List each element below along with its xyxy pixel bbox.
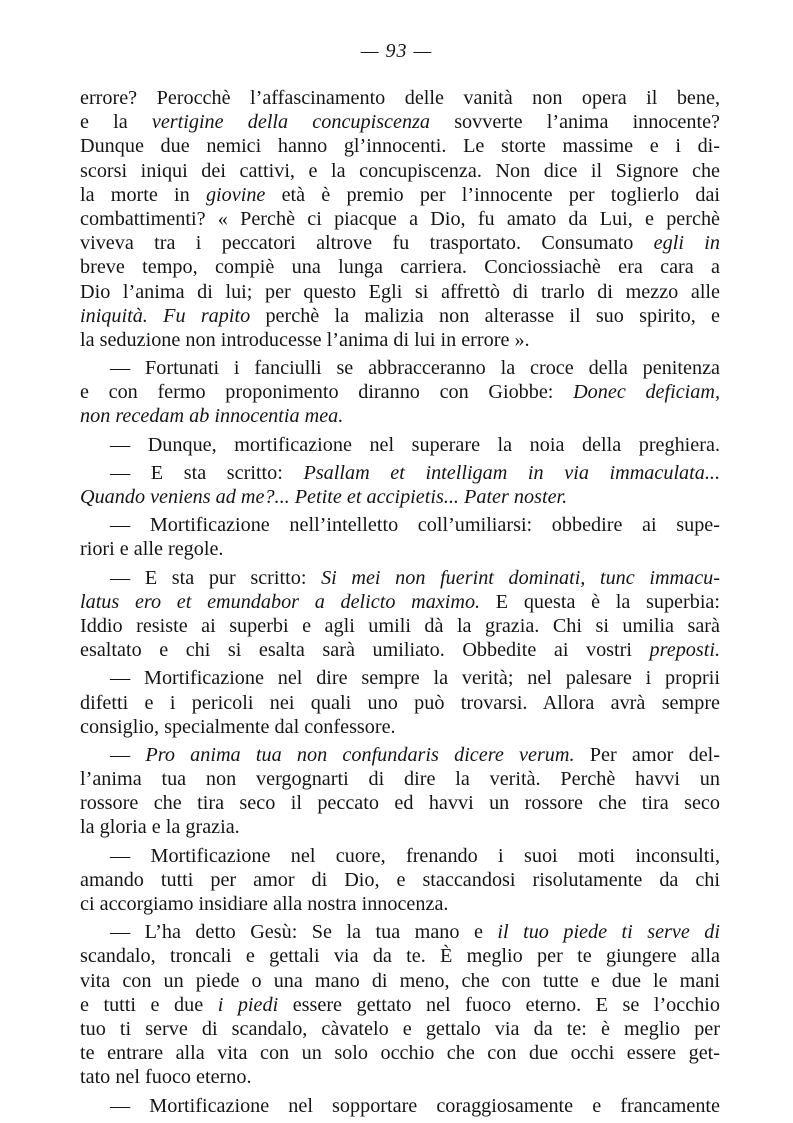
text-segment: — E sta pur scritto: <box>110 566 322 589</box>
text-segment: esaltato e chi si esalta sarà umiliato. Obbedite ai vostri <box>80 639 650 662</box>
italic-text: Donec deficiam, <box>573 381 721 404</box>
text-line <box>80 715 720 739</box>
text-line <box>80 666 720 690</box>
text-segment: la morte in <box>80 183 206 206</box>
italic-text: non recedam ab innocentia mea. <box>80 405 344 428</box>
text-segment: e tutti e due <box>80 993 218 1016</box>
text-line <box>80 304 720 328</box>
text-line <box>80 691 720 715</box>
text-line <box>80 944 720 968</box>
italic-text: Si mei non fuerint dominati, tunc immacu- <box>321 566 721 589</box>
text-line <box>80 485 720 509</box>
text-segment: tato nel fuoco eterno. <box>80 1066 252 1089</box>
text-segment: — L’ha detto Gesù: Se la tua mano e <box>110 921 498 944</box>
text-segment: — Mortificazione nel sopportare coraggiosamente e francamente <box>110 1094 720 1117</box>
text-line <box>80 110 720 134</box>
text-line <box>80 134 720 158</box>
text-segment: Iddio resiste ai superbi e agli umili dà la grazia. Chi si umilia sarà <box>80 614 720 637</box>
text-segment: te entrare alla vita con un solo occhio che con due occhi essere get- <box>80 1042 720 1065</box>
text-segment: età è premio per l’innocente per toglierlo dai <box>265 183 721 206</box>
text-segment: rossore che tira seco il peccato ed havvi un rossore che tira seco <box>80 792 720 815</box>
text-segment: essere gettato nel fuoco eterno. E se l’occhio <box>278 993 720 1016</box>
text-line <box>80 590 720 614</box>
text-segment: viveva tra i peccatori altrove fu trasportato. Consumato <box>80 232 654 255</box>
italic-text: iniquità. Fu rapito <box>80 304 251 327</box>
text-segment: — <box>110 743 146 766</box>
text-segment: amando tutti per amor di Dio, e staccandosi risolutamente da chi <box>80 868 720 891</box>
text-segment: tuo ti serve di scandalo, càvatelo e gettalo via da te: è meglio per <box>80 1017 720 1040</box>
text-line <box>80 231 720 255</box>
text-segment: — Mortificazione nel cuore, frenando i suoi moti inconsulti, <box>110 844 720 867</box>
text-segment: ci accorgiamo insidiare alla nostra innocenza. <box>80 893 449 915</box>
text-segment: — E sta scritto: <box>110 461 304 484</box>
text-segment: la gloria e la grazia. <box>80 816 240 839</box>
text-line <box>80 1017 720 1041</box>
text-segment: — Mortificazione nel dire sempre la verità; nel palesare i proprii <box>110 667 720 690</box>
text-line <box>80 255 720 279</box>
text-line <box>80 1041 720 1065</box>
text-line <box>80 920 720 944</box>
text-segment: Dunque due nemici hanno gl’innocenti. Le storte massime e i di- <box>80 135 720 158</box>
text-line <box>80 993 720 1017</box>
text-line <box>80 892 720 916</box>
text-segment: consiglio, specialmente dal confessore. <box>80 715 396 738</box>
text-segment: scandalo, troncali e gettali via da te. È meglio per te giungere alla <box>80 945 720 968</box>
text-segment: l’anima tua non vergognarti di dire la verità. Perchè havvi un <box>80 768 720 791</box>
text-segment: difetti e i pericoli nei quali uno può trovarsi. Allora avrà sempre <box>80 691 720 714</box>
text-segment: E questa è la superbia: <box>480 590 721 613</box>
italic-text: preposti. <box>649 639 720 662</box>
text-line <box>80 537 720 561</box>
text-line <box>80 743 720 767</box>
italic-text: Pro anima tua non confundaris dicere verum. <box>145 743 575 766</box>
text-segment: — Dunque, mortificazione nel superare la noia della preghiera. <box>110 433 720 456</box>
text-line <box>80 844 720 868</box>
text-segment: — Mortificazione nell’intelletto coll’umiliarsi: obbedire ai supe- <box>110 514 720 537</box>
text-line <box>80 815 720 839</box>
text-segment: la seduzione non introducesse l’anima di lui in errore ». <box>80 328 530 351</box>
text-line <box>80 767 720 791</box>
italic-text: latus ero et emundabor a delicto maximo. <box>80 590 481 613</box>
italic-text: il tuo piede ti serve di <box>497 921 720 944</box>
text-segment: e con fermo proponimento diranno con Giobbe: <box>80 381 574 404</box>
text-segment: Dio l’anima di lui; per questo Egli si affrettò di trarlo di mezzo alle <box>80 280 720 303</box>
text-line <box>80 791 720 815</box>
text-line <box>80 638 720 662</box>
text-segment: Per amor del- <box>574 743 720 766</box>
text-line <box>80 461 720 485</box>
body-text <box>80 86 720 1118</box>
text-segment: scorsi iniqui dei cattivi, e la concupiscenza. Non dice il Signore che <box>80 159 720 182</box>
text-line <box>80 1065 720 1089</box>
text-segment: combattimenti? « Perchè ci piacque a Dio, fu amato da Lui, e perchè <box>80 207 720 230</box>
text-segment: — Fortunati i fanciulli se abbracceranno la croce della penitenza <box>110 357 720 380</box>
text-line <box>80 159 720 183</box>
text-line <box>80 868 720 892</box>
text-line <box>80 356 720 380</box>
text-line <box>80 566 720 590</box>
text-line <box>80 280 720 304</box>
text-line <box>80 969 720 993</box>
text-line <box>80 614 720 638</box>
italic-text: Quando veniens ad me?... Petite et accipietis... Pater noster. <box>80 486 568 508</box>
text-segment: riori e alle regole. <box>80 538 224 561</box>
text-line <box>80 328 720 352</box>
text-line <box>80 380 720 404</box>
italic-text: vertigine della concupiscenza <box>151 111 431 134</box>
text-line <box>80 513 720 537</box>
page-number: — 93 — <box>360 40 433 62</box>
text-segment: sovverte l’anima innocente? <box>430 111 720 134</box>
text-line <box>80 404 720 428</box>
text-segment: breve tempo, compiè una lunga carriera. Conciossiachè era cara a <box>80 256 720 279</box>
text-segment: errore? Perocchè l’affascinamento delle vanità non opera il bene, <box>80 87 720 109</box>
text-line <box>80 1094 720 1118</box>
text-line <box>80 207 720 231</box>
italic-text: Psallam et intelligam in via immaculata... <box>303 461 720 484</box>
text-segment: vita con un piede o una mano di meno, che con tutte e due le mani <box>80 969 720 992</box>
text-line <box>80 433 720 457</box>
text-line <box>80 86 720 110</box>
italic-text: egli in <box>653 232 720 255</box>
italic-text: giovine <box>205 183 266 206</box>
text-segment: e la <box>80 111 152 134</box>
italic-text: i piedi <box>217 993 279 1016</box>
text-line <box>80 183 720 207</box>
text-segment: perchè la malizia non alterasse il suo spirito, e <box>250 304 721 327</box>
